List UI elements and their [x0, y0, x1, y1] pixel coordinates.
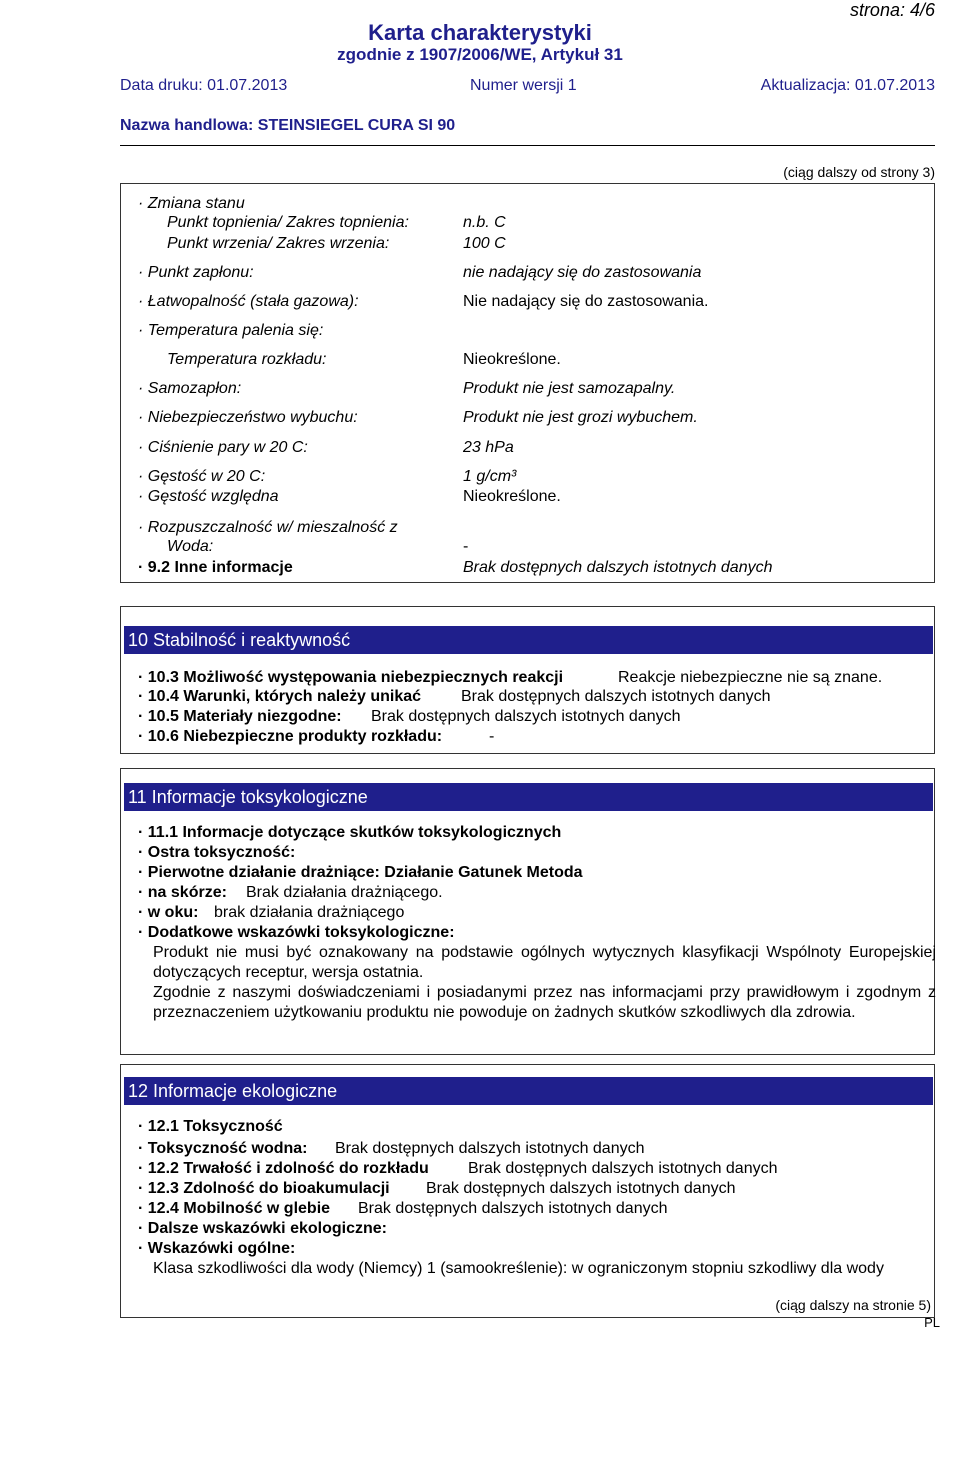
s11-skin-label: · na skórze:: [138, 884, 227, 901]
other-info-label: · 9.2 Inne informacje: [138, 559, 293, 576]
flash-point-value: nie nadający się do zastosowania: [463, 264, 702, 281]
s11-info-label: · 11.1 Informacje dotyczące skutków toksykologicznych: [138, 824, 562, 841]
section-12-title: 12 Informacje ekologiczne: [124, 1077, 933, 1105]
continued-to: (ciąg dalszy na stronie 5): [775, 1297, 931, 1313]
update-date: Aktualizacja: 01.07.2013: [760, 77, 935, 94]
s12-bioaccumulation-label: · 12.3 Zdolność do bioakumulacji: [138, 1180, 390, 1197]
self-ignition-value: Produkt nie jest samozapalny.: [463, 380, 676, 397]
section-11-title: 11 Informacje toksykologiczne: [124, 783, 933, 811]
melting-point-value: n.b. C: [463, 214, 506, 231]
s12-bioaccumulation-value: Brak dostępnych dalszych istotnych danych: [426, 1180, 736, 1197]
decomposition-temp-value: Nieokreślone.: [463, 351, 561, 368]
s12-general-label: · Wskazówki ogólne:: [138, 1240, 296, 1257]
self-ignition-label: · Samozapłon:: [138, 380, 242, 397]
relative-density-label: · Gęstość względna: [138, 488, 279, 505]
section-10-title: 10 Stabilność i reaktywność: [124, 626, 933, 654]
s10-decomposition-label: · 10.6 Niebezpieczne produkty rozkładu:: [138, 728, 443, 745]
s10-reactions-label: · 10.3 Możliwość występowania niebezpiecznych reakcji: [138, 669, 564, 686]
water-value: -: [463, 538, 469, 555]
melting-point-label: Punkt topnienia/ Zakres topnienia:: [167, 214, 409, 231]
state-change-label: · Zmiana stanu: [138, 195, 245, 212]
explosion-hazard-value: Produkt nie jest grozi wybuchem.: [463, 409, 698, 426]
s10-decomposition-value: -: [489, 728, 495, 745]
continued-from: (ciąg dalszy od strony 3): [783, 164, 935, 180]
trade-name: Nazwa handlowa: STEINSIEGEL CURA SI 90: [120, 117, 456, 134]
s12-aquatic-value: Brak dostępnych dalszych istotnych danych: [335, 1140, 645, 1157]
s12-paragraph-1: Klasa szkodliwości dla wody (Niemcy) 1 (samookreślenie): w ograniczonym stopniu szkodliwy dla wody: [153, 1260, 884, 1277]
s10-incompatible-label: · 10.5 Materiały niezgodne:: [138, 708, 342, 725]
s11-eye-value: brak działania drażniącego: [214, 904, 405, 921]
document-title: Karta charakterystyki: [368, 20, 592, 45]
s11-additional-label: · Dodatkowe wskazówki toksykologiczne:: [138, 924, 455, 941]
explosion-hazard-label: · Niebezpieczeństwo wybuchu:: [138, 409, 358, 426]
other-info-value: Brak dostępnych dalszych istotnych danych: [463, 559, 773, 576]
s12-mobility-label: · 12.4 Mobilność w glebie: [138, 1200, 331, 1217]
document-subtitle: zgodnie z 1907/2006/WE, Artykuł 31: [337, 45, 623, 64]
s12-aquatic-label: · Toksyczność wodna:: [138, 1140, 308, 1157]
s10-reactions-value: Reakcje niebezpieczne nie są znane.: [618, 669, 883, 686]
print-date: Data druku: 01.07.2013: [120, 77, 288, 94]
ignition-temp-label: · Temperatura palenia się:: [138, 322, 324, 339]
s11-paragraph-2: Zgodnie z naszymi doświadczeniami i posiadanymi przez nas informacjami przy prawidłowym i zgodnym z przeznaczeniem użytkowaniu produktu nie powoduje on żadnych skutków szkodliwych dla zdrowia.: [153, 984, 936, 1021]
density-value: 1 g/cm³: [463, 468, 517, 485]
s11-eye-label: · w oku:: [138, 904, 199, 921]
water-label: Woda:: [167, 538, 214, 555]
s12-persistence-value: Brak dostępnych dalszych istotnych danych: [468, 1160, 778, 1177]
s12-mobility-value: Brak dostępnych dalszych istotnych danych: [358, 1200, 668, 1217]
s12-persistence-label: · 12.2 Trwałość i zdolność do rozkładu: [138, 1160, 429, 1177]
boiling-point-label: Punkt wrzenia/ Zakres wrzenia:: [167, 235, 390, 252]
vapour-pressure-value: 23 hPa: [463, 439, 514, 456]
s10-incompatible-value: Brak dostępnych dalszych istotnych danych: [371, 708, 681, 725]
flammability-label: · Łatwopalność (stała gazowa):: [138, 293, 359, 310]
s10-conditions-value: Brak dostępnych dalszych istotnych danych: [461, 688, 771, 705]
section-11-box: [120, 768, 935, 1055]
flammability-value: Nie nadający się do zastosowania.: [463, 293, 709, 310]
page-number: strona: 4/6: [849, 0, 935, 20]
s12-toxicity-label: · 12.1 Toksyczność: [138, 1118, 283, 1135]
header-divider: [120, 145, 935, 146]
physical-properties-box: [120, 183, 935, 583]
s12-further-label: · Dalsze wskazówki ekologiczne:: [138, 1220, 387, 1237]
s11-irritation-label: · Pierwotne działanie drażniące: Działanie Gatunek Metoda: [138, 864, 583, 881]
density-label: · Gęstość w 20 C:: [138, 468, 266, 485]
s10-conditions-label: · 10.4 Warunki, których należy unikać: [138, 688, 422, 705]
s11-paragraph-1: Produkt nie musi być oznakowany na podstawie ogólnych wytycznych klasyfikacji Wspólnoty Europejskiej dotyczących receptur, wersja ostatnia.: [153, 944, 936, 981]
s11-acute-toxicity-label: · Ostra toksyczność:: [138, 844, 296, 861]
section-12-box: [120, 1064, 935, 1318]
flash-point-label: · Punkt zapłonu:: [138, 264, 254, 281]
relative-density-value: Nieokreślone.: [463, 488, 561, 505]
vapour-pressure-label: · Ciśnienie pary w 20 C:: [138, 439, 308, 456]
decomposition-temp-label: Temperatura rozkładu:: [167, 351, 327, 368]
section-10-box: [120, 606, 935, 754]
version-number: Numer wersji 1: [470, 77, 577, 94]
boiling-point-value: 100 C: [463, 235, 506, 252]
solubility-label: · Rozpuszczalność w/ mieszalność z: [138, 519, 398, 536]
s11-skin-value: Brak działania drażniącego.: [246, 884, 443, 901]
language-code: PL: [924, 1315, 940, 1330]
